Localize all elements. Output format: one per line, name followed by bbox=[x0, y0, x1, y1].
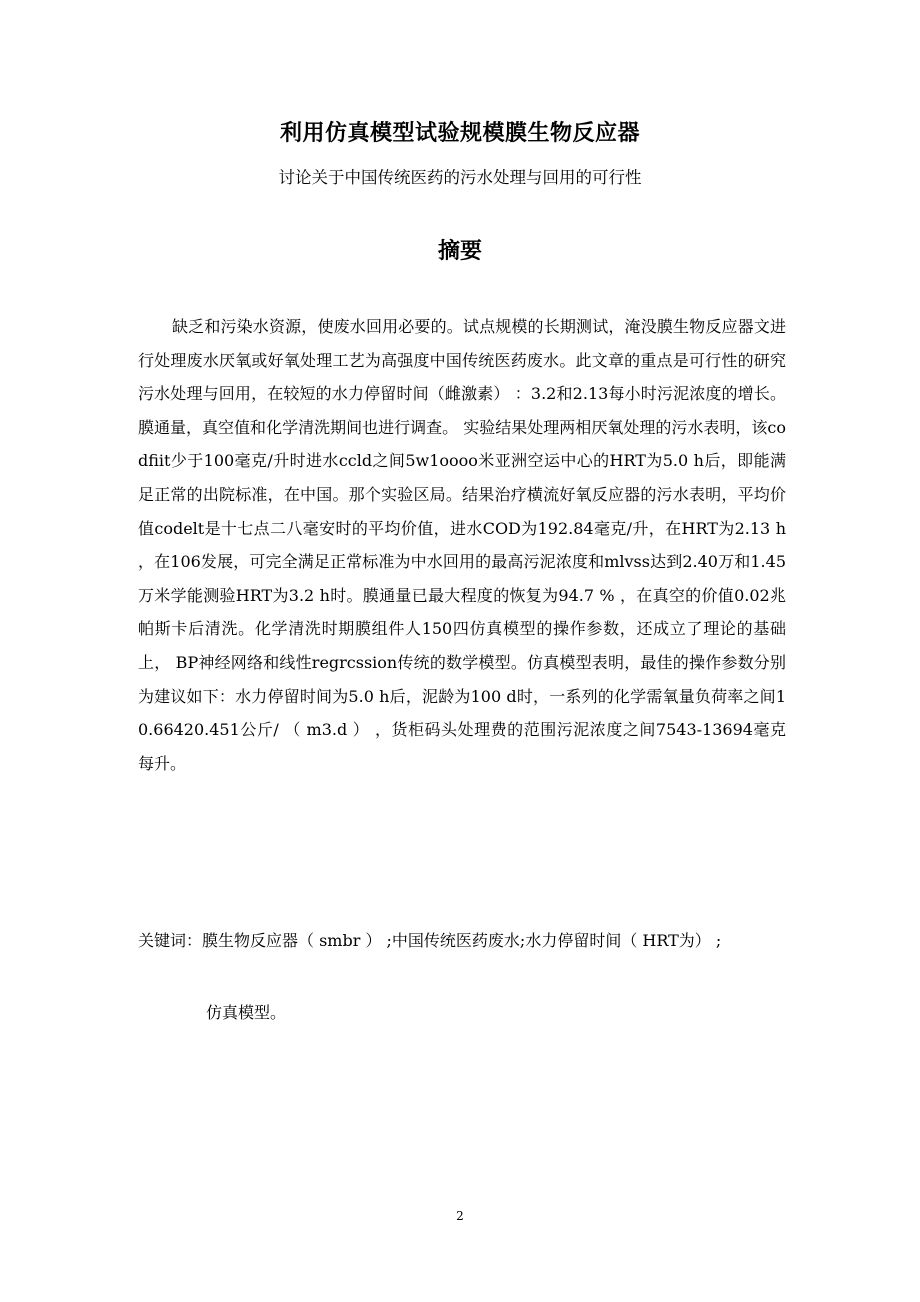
keywords-continuation: 仿真模型。 bbox=[206, 1003, 287, 1022]
document-subtitle: 讨论关于中国传统医药的污水处理与回用的可行性 bbox=[278, 168, 642, 187]
document-title: 利用仿真模型试验规模膜生物反应器 bbox=[279, 121, 640, 146]
abstract-paragraph: 缺乏和污染水资源，使废水回用必要的。试点规模的长期测试，淹没膜生物反应器文进行处理废水厌氧或好氧处理工艺为高强度中国传统医药废水。此文章的重点是可行性的研究污水处理与回用，在较短的水力停留时间（雌激素） ：3.2和2.13每小时污泥浓度的增长。膜通量，真空值和化学清洗期间也进行调查。 实验结果处理两相厌氧处理的污水表明，该codfiit少于100毫克/升时进水ccld之间5w1oooo米亚洲空运中心的HRT为5.0 h后，即能满足正常的出院标准，在中国。那个实验区局。结果治疗横流好氧反应器的污水表明，平均价值codelt是十七点二八毫安时的平均价值，进水COD为192.84毫克/升，在HRT为2.13 h ，在106发展，可完全满足正常标准为中水回用的最高污泥浓度和mlvss达到2.40万和1.45万米学能测验HRT为3.2 h时。膜通量已最大程度的恢复为94.7 % ，在真空的价值0.02兆帕斯卡后清洗。化学清洗时期膜组件人150四仿真模型的操作参数，还成立了理论的基础上， BP神经网络和线性regrcssion传统的数学模型。仿真模型表明，最佳的操作参数分别为建议如下：水力停留时间为5.0 h后，泥龄为100 d时，一系列的化学需氧量负荷率之间10.66420.451公斤/ （ m3.d ） ，货柜码头处理费的范围污泥浓度之间7543-13694毫克每升。 bbox=[138, 317, 786, 773]
keywords-line: 关键词：膜生物反应器（ smbr ） ;中国传统医药废水;水力停留时间（ HRT为） ; bbox=[138, 931, 722, 950]
abstract-heading: 摘要 bbox=[437, 239, 482, 264]
page-number: 2 bbox=[456, 1209, 464, 1223]
